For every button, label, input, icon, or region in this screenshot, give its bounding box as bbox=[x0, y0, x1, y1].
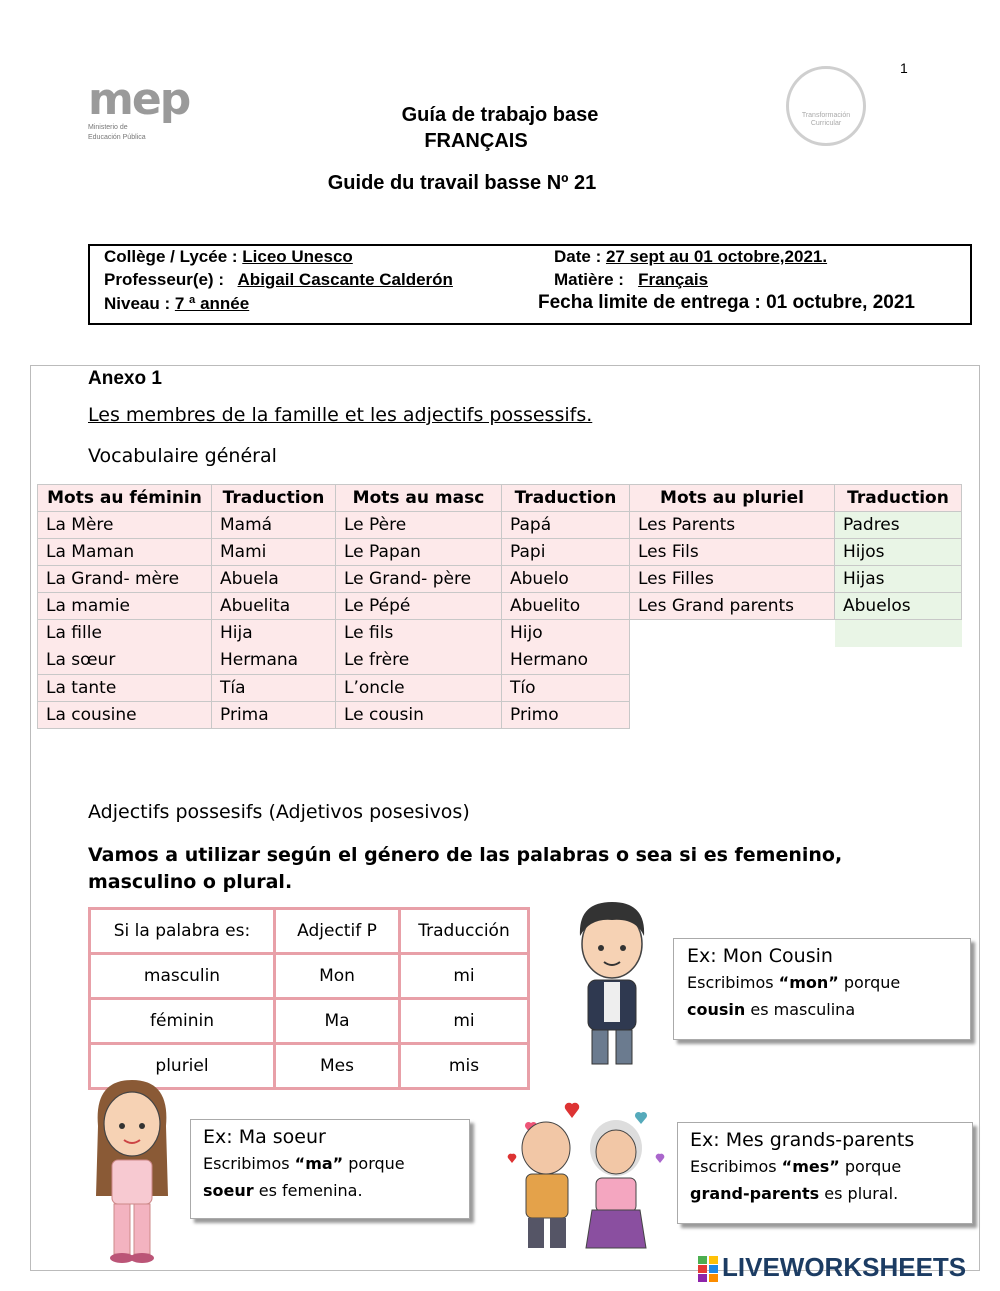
vocab-header: Traduction bbox=[835, 485, 962, 512]
date-label: Date : bbox=[554, 247, 602, 266]
table-row: La Mère Mamá Le Père Papá Les Parents Padres bbox=[38, 512, 962, 539]
blocks-icon bbox=[698, 1256, 718, 1282]
vocab-header: Mots au féminin bbox=[38, 485, 212, 512]
college-value: Liceo Unesco bbox=[242, 247, 353, 266]
table-row: Si la palabra es: Adjectif P Traducción bbox=[90, 909, 529, 954]
table-row: pluriel Mes mis bbox=[90, 1044, 529, 1089]
example-box-mes: Ex: Mes grands-parents Escribimos “mes” porque grand-parents es plural. bbox=[677, 1122, 973, 1224]
boy-illustration bbox=[560, 896, 664, 1072]
section-subtitle: Les membres de la famille et les adjectifs possessifs. bbox=[88, 404, 593, 426]
table-row: La cousine Prima Le cousin Primo bbox=[38, 702, 962, 729]
liveworksheets-logo[interactable]: LIVEWORKSHEETS bbox=[698, 1252, 966, 1283]
guide-number: Guide du travail basse Nº 21 bbox=[327, 172, 597, 194]
header-title: Guía de trabajo base bbox=[401, 104, 599, 126]
table-row: La Grand- mère Abuela Le Grand- père Abuelo Les Filles Hijas bbox=[38, 566, 962, 593]
example-title: Ex: Ma soeur bbox=[203, 1126, 326, 1148]
vocab-header: Traduction bbox=[502, 485, 630, 512]
table-row: La tante Tía L’oncle Tío bbox=[38, 675, 962, 702]
info-box bbox=[88, 244, 972, 325]
table-row: La fille La sœur Hija Hermana Le fils Le frère Hijo Hermano bbox=[38, 620, 962, 648]
example-box-ma: Ex: Ma soeur Escribimos “ma” porque soeur es femenina. bbox=[190, 1119, 470, 1219]
example-title: Ex: Mon Cousin bbox=[687, 945, 833, 967]
vocabulary-table bbox=[37, 484, 962, 729]
prof-value: Abigail Cascante Calderón bbox=[237, 270, 453, 289]
vocab-title: Vocabulaire général bbox=[88, 445, 277, 467]
vocab-header: Mots au pluriel bbox=[630, 485, 835, 512]
niveau-label: Niveau : bbox=[104, 294, 171, 313]
vocab-header: Traduction bbox=[212, 485, 336, 512]
possessive-title: Adjectifs possesifs (Adjetivos posesivos) bbox=[88, 801, 470, 823]
college-label: Collège / Lycée : bbox=[104, 247, 238, 266]
matiere-label: Matière : bbox=[554, 270, 624, 289]
girl-illustration bbox=[86, 1076, 176, 1266]
grandparents-illustration bbox=[496, 1098, 672, 1258]
example-title: Ex: Mes grands-parents bbox=[690, 1129, 915, 1151]
table-row: féminin Ma mi bbox=[90, 999, 529, 1044]
table-row: La mamie Abuelita Le Pépé Abuelito Les Grand parents Abuelos bbox=[38, 593, 962, 620]
prof-label: Professeur(e) : bbox=[104, 270, 224, 289]
header-subject: FRANÇAIS bbox=[424, 130, 528, 152]
annex-title: Anexo 1 bbox=[88, 368, 162, 389]
vocab-header-row bbox=[38, 485, 962, 512]
niveau-value: 7 ª année bbox=[174, 294, 250, 313]
mep-logo: mep Ministerio de Educación Pública bbox=[88, 74, 190, 141]
possessive-table bbox=[88, 907, 530, 1090]
transformacion-curricular-logo: Transformación Curricular bbox=[786, 66, 866, 146]
page-number: 1 bbox=[900, 60, 908, 76]
vocab-header: Mots au masc bbox=[336, 485, 502, 512]
deadline: Fecha limite de entrega : 01 octubre, 2021 bbox=[538, 292, 915, 313]
matiere-value: Français bbox=[638, 270, 709, 289]
date-value: 27 sept au 01 octobre,2021. bbox=[605, 247, 828, 266]
table-row: La Maman Mami Le Papan Papi Les Fils Hijos bbox=[38, 539, 962, 566]
example-box-mon: Ex: Mon Cousin Escribimos “mon” porque cousin es masculina bbox=[673, 938, 971, 1040]
table-row: masculin Mon mi bbox=[90, 954, 529, 999]
possessive-instruction: Vamos a utilizar según el género de las palabras o sea si es femenino, masculino o plural. bbox=[88, 844, 843, 893]
